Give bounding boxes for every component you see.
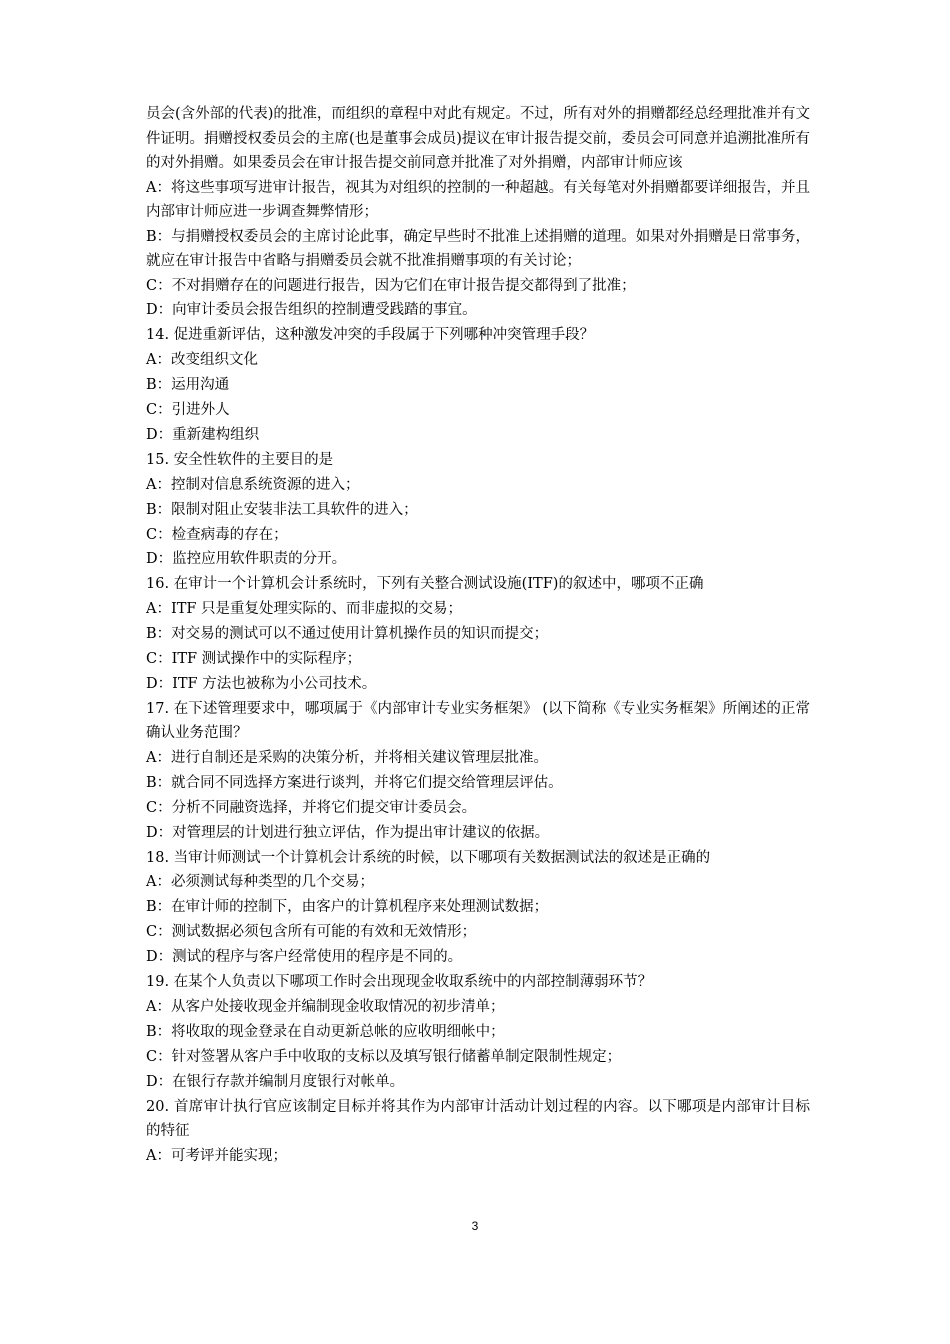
- question-16-option-b: B：对交易的测试可以不通过使用计算机操作员的知识而提交；: [146, 626, 549, 643]
- question-17-stem: 17. 在下述管理要求中，哪项属于《内部审计专业实务框架》 (以下简称《专业实务框架》所阐述的正常确认业务范围？: [146, 700, 810, 742]
- question-16-option-d: D：ITF 方法也被称为小公司技术。: [146, 676, 377, 692]
- question-19-option-c: C：针对签署从客户手中收取的支标以及填写银行储蓄单制定限制性规定；: [146, 1048, 622, 1065]
- question-17-option-d: D：对管理层的计划进行独立评估，作为提出审计建议的依据。: [146, 824, 550, 841]
- question-20-stem: 20. 首席审计执行官应该制定目标并将其作为内部审计活动计划过程的内容。以下哪项是内部审计目标的特征: [146, 1098, 810, 1140]
- page-content: [146, 102, 810, 1169]
- question-17-option-a: A：进行自制还是采购的决策分析，并将相关建议管理层批准。: [146, 749, 548, 766]
- question-15-option-d: D：监控应用软件职责的分开。: [146, 551, 347, 568]
- question-18-option-d: D：测试的程序与客户经常使用的程序是不同的。: [146, 949, 463, 966]
- question-16-option-a: A：ITF 只是重复处理实际的、而非虚拟的交易；: [146, 601, 463, 618]
- question-18-stem: 18. 当审计师测试一个计算机会计系统的时候，以下哪项有关数据测试法的叙述是正确的: [146, 849, 711, 866]
- question-13-option-a: A：将这些事项写进审计报告，视其为对组织的控制的一种超越。有关每笔对外捐赠都要详细报告，并且内部审计师应进一步调查舞弊情形；: [146, 179, 810, 220]
- question-14-option-b: B：运用沟通: [146, 377, 230, 394]
- question-13-stem-continued: 员会(含外部的代表)的批准，而组织的章程中对此有规定。不过，所有对外的捐赠都经总经理批准并有文件证明。捐赠授权委员会的主席(也是董事会成员)提议在审计报告提交前，委员会可同意并追溯批准所有的对外捐赠。如果委员会在审计报告提交前同意并批准了对外捐赠，内部审计师应该: [146, 106, 810, 171]
- question-19-option-d: D：在银行存款并编制月度银行对帐单。: [146, 1073, 405, 1090]
- question-13-option-c: C：不对捐赠存在的问题进行报告，因为它们在审计报告提交都得到了批准；: [146, 277, 636, 294]
- question-15-option-c: C：检查病毒的存在；: [146, 526, 288, 543]
- page-number: 3: [471, 1219, 479, 1233]
- question-15-option-b: B：限制对阻止安装非法工具软件的进入；: [146, 501, 418, 518]
- question-18-option-c: C：测试数据必须包含所有可能的有效和无效情形；: [146, 924, 477, 941]
- question-16-stem: 16. 在审计一个计算机会计系统时，下列有关整合测试设施(ITF)的叙述中，哪项不正确: [146, 576, 704, 593]
- question-17-option-b: B：就合同不同选择方案进行谈判，并将它们提交给管理层评估。: [146, 774, 563, 791]
- question-14-option-d: D：重新建构组织: [146, 426, 260, 443]
- question-14-option-c: C：引进外人: [146, 402, 230, 419]
- question-15-stem: 15. 安全性软件的主要目的是: [146, 451, 334, 468]
- question-18-option-a: A：必须测试每种类型的几个交易；: [146, 874, 374, 891]
- question-16-option-c: C：ITF 测试操作中的实际程序；: [146, 651, 362, 668]
- question-19-option-b: B：将收取的现金登录在自动更新总帐的应收明细帐中；: [146, 1023, 505, 1040]
- question-15-option-a: A：控制对信息系统资源的进入；: [146, 476, 360, 493]
- question-17-option-c: C：分析不同融资选择，并将它们提交审计委员会。: [146, 799, 477, 816]
- question-14-option-a: A：改变组织文化: [146, 352, 258, 369]
- question-19-stem: 19. 在某个人负责以下哪项工作时会出现现金收取系统中的内部控制薄弱环节？: [146, 974, 653, 991]
- question-14-stem: 14. 促进重新评估，这种激发冲突的手段属于下列哪种冲突管理手段？: [146, 327, 595, 344]
- question-20-option-a: A：可考评并能实现；: [146, 1147, 287, 1164]
- question-13-option-d: D：向审计委员会报告组织的控制遭受践踏的事宜。: [146, 302, 477, 319]
- question-13-option-b: B：与捐赠授权委员会的主席讨论此事，确定早些时不批准上述捐赠的道理。如果对外捐赠是日常事务，就应在审计报告中省略与捐赠委员会就不批准捐赠事项的有关讨论；: [146, 228, 810, 269]
- question-18-option-b: B：在审计师的控制下，由客户的计算机程序来处理测试数据；: [146, 899, 549, 916]
- question-19-option-a: A：从客户处接收现金并编制现金收取情况的初步清单；: [146, 998, 505, 1015]
